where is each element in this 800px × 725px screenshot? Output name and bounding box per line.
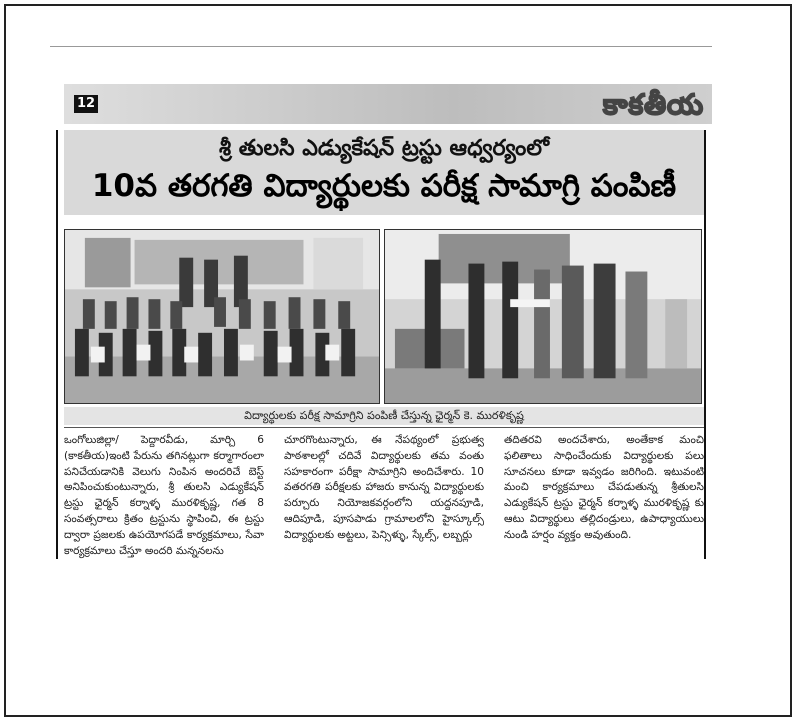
column-text: ఒంగోలుజిల్లా/ పెద్దారవీడు, మార్చి 6 (కాకతీయ)ఇంటి పేరును తగినట్లుగా కర్మాగారంలా పనిచేయడానికి వెలుగు నింపిన అందరిచే బెస్ట్ అనిపించుకుంటున్నారు, శ్రీ తులసి ఎడ్యుకేషన్ ట్రస్టు ఛైర్మన్ కర్నాళ్ళ మురళికృష్ణ, గత 8 సంవత్సరాలు క్రితం ట్రస్టును స్థాపించి, ఈ ట్రస్టు ద్వారా ప్రజలకు ఉపయోగపడే కార్యక్రమాలు, సేవా కార్యక్రమాలు చేస్తూ అందరి మన్ననలను (64, 434, 264, 557)
photo-students-group (64, 229, 380, 404)
photo-distribution (384, 229, 702, 404)
photo-caption: విద్యార్థులకు పరీక్ష సామాగ్రిని పంపిణీ చేస్తున్న ఛైర్మన్ కె. మురళికృష్ణ (64, 407, 704, 425)
headline-block (64, 130, 704, 215)
left-column-rule (56, 130, 58, 559)
article-column-2 (284, 433, 484, 544)
caption-rule (64, 427, 704, 428)
article-column-1 (64, 433, 264, 559)
column-text: తదితరవి అందచేశారు, అంతేకాక మంచి ఫలితాలు సాధించేందుకు విద్యార్థులకు పలు సూచనలు కూడా ఇవ్వడం జరిగింది. ఇటువంటి మంచి కార్యక్రమాలు చేపడుతున్న శ్రీతులసి ఎడ్యుకేషన్ ట్రస్టు ఛైర్మన్ కర్నాళ్ళ మురళికృష్ణ కు ఆటు విద్యార్థులు తల్లిదండ్రులు, ఉపాధ్యాయులు నుండి హర్షం వ్యక్తం అవుతుంది. (504, 434, 704, 541)
article-column-3 (504, 433, 704, 544)
page-number: 12 (74, 95, 98, 113)
newspaper-clipping (50, 46, 712, 559)
right-column-rule (704, 130, 706, 559)
headline: 10వ తరగతి విద్యార్థులకు పరీక్ష సామాగ్రి పంపిణీ (91, 168, 677, 204)
masthead-logo: కాకతీయ (603, 88, 704, 121)
column-text: చూరగొంటున్నారు, ఈ నేపథ్యంలో ప్రభుత్వ పాఠశాలల్లో చదివే విద్యార్థులకు తమ వంతు సహకారంగా పరీక్షా సామాగ్రిని అందిచేశారు. 10 వతరగతి పరీక్షలకు హాజరు కానున్న విద్యార్థులకు పర్చూరు నియోజకవర్గంలోని యద్దనపూడి, ఆదిపూడి, పూసపాడు గ్రామాలలోని హైస్కూల్స్ విద్యార్థులకు అట్టలు, పెన్సిళ్ళు, స్కేల్స్, లబ్బర్లు (284, 434, 484, 541)
kicker: శ్రీ తులసి ఎడ్యుకేషన్ ట్రస్టు ఆధ్వర్యంలో (219, 136, 549, 161)
